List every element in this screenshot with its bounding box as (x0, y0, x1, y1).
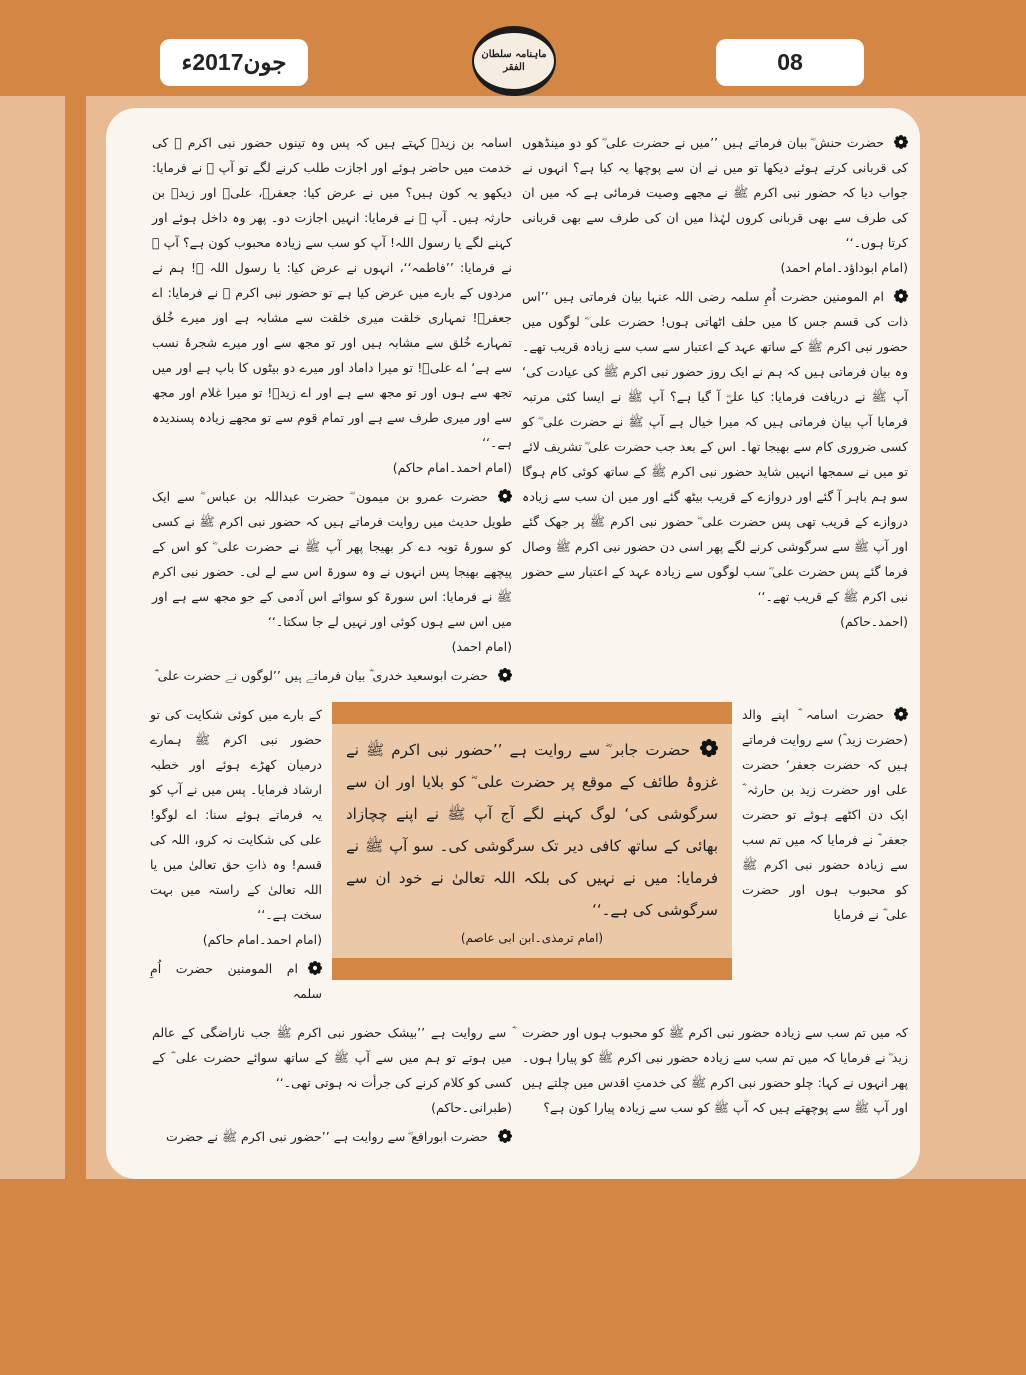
paragraph-text: حضرت اسامہ ؓ اپنے والد (حضرت زید ؓ) سے روایت فرماتے ہیں کہ حضرت جعفر‘ حضرت علی اور حضرت زید بن حارثہ ؓ ایک دن اکٹھے ہوئے تو حضرت جعفر ؓ نے فرمایا کہ میں تم سب سے زیادہ حضور نبی اکرم ﷺ کو محبوب ہوں اور حضرت علی ؓ نے فرمایا (742, 707, 908, 922)
middle-section (152, 702, 908, 1010)
paragraph (522, 284, 908, 634)
quote-body (332, 724, 732, 958)
citation: (امام احمد) (451, 639, 512, 654)
paragraph-text: حضرت عمرو بن میمون ؓ حضرت عبداللہ بن عباس ؓ سے ایک طویل حدیث میں روایت فرماتے ہیں کہ حضور نبی اکرم ﷺ نے کسی کو سورۂ توبہ دے کر بھیجا پھر آپ ﷺ نے حضرت علی ؓ کو اس کے پیچھے بھیجا پس انہوں نے وہ سورۃ اس سے لے لی۔ حضور نبی اکرم ﷺ نے فرمایا: اس سورۃ کو سوائے اس آدمی کے جو مجھ سے ہے اور میں اس سے ہوں کوئی اور نہیں لے جا سکتا۔‘‘ (152, 489, 512, 629)
paragraph (522, 130, 908, 280)
paragraph (152, 1124, 512, 1149)
flower-bullet-icon (894, 707, 908, 721)
paragraph-text: ام المومنین حضرت اُمِ سلمہ رضی اللہ عنہا بیان فرماتی ہیں ’’اس ذات کی قسم جس کا میں حلف اٹھاتی ہوں! حضرت علی ؓ لوگوں میں حضور نبی اکرم ﷺ کے ساتھ عہد کے اعتبار سے سب سے زیادہ قریب تھے۔ وہ بیان فرماتی ہیں کہ ہم نے ایک روز حضور نبی اکرم ﷺ کی عیادت کی‘ آپ ﷺ نے دریافت فرمایا: کیا علیؓ آ گیا ہے؟ آپ ﷺ نے ایسا کئی مرتبہ فرمایا آپ بیان فرماتی ہیں کہ میرا خیال ہے آپ ﷺ نے حضرت علی ؓ کو کسی ضروری کام سے بھیجا تھا۔ اس کے بعد جب حضرت علی ؓ تشریف لائے تو میں نے سمجھا انہیں شاید حضور نبی اکرم ﷺ کے ساتھ کوئی کام ہوگا سو ہم باہر آ گئے اور دروازے کے قریب بیٹھ گئے اور میں ان سب سے زیادہ دروازے کے قریب تھی پس حضرت علی ؓ حضور نبی اکرم ﷺ پر جھک گئے اور آپ ﷺ سے سرگوشی کرنے لگے پھر اسی دن حضور نبی اکرم ﷺ وصال فرما گئے پس حضرت علی ؓ سب لوگوں سے زیادہ عہد کے اعتبار سے حضور نبی اکرم ﷺ کے قریب تھے۔‘‘ (522, 289, 908, 604)
highlight-quote-box (332, 702, 732, 980)
column-bottom-right (522, 1020, 908, 1153)
quote-text: حضرت جابر ؓ سے روایت ہے ’’حضور نبی اکرم ﷺ نے غزوۂ طائف کے موقع پر حضرت علی ؓ کو بلایا اور ان سے سرگوشی کی‘ لوگ کہنے لگے آج آپ ﷺ نے اپنے چچازاد بھائی کے ساتھ کافی دیر تک سرگوشی کی۔ سو آپ ﷺ نے فرمایا: میں نے نہیں کی بلکہ اللہ تعالیٰ نے خود ان سے سرگوشی کی ہے۔‘‘ (346, 741, 718, 919)
paragraph-text: حضرت حنش ؓ بیان فرماتے ہیں ’’میں نے حضرت علی ؓ کو دو مینڈھوں کی قربانی کرتے ہوئے دیکھا تو میں نے ان سے پوچھا یہ کیا ہے؟ انہوں نے جواب دیا کہ حضور نبی اکرم ﷺ نے مجھے وصیت فرمائی ہے کہ میں ان کی طرف سے بھی قربانی کروں لہٰذا میں ان کی طرف سے بھی قربانی کرتا ہوں۔‘‘ (522, 135, 908, 250)
column-bottom-left (152, 1020, 512, 1153)
flower-bullet-icon (894, 289, 908, 303)
paragraph (152, 663, 512, 688)
top-section (152, 130, 908, 692)
quote-top-bar (332, 702, 732, 724)
column-narrow-left (150, 702, 322, 1010)
page-number-box (716, 39, 864, 86)
paragraph-text: ؓ سے روایت ہے ’’بیشک حضور نبی اکرم ﷺ جب ناراضگی کے عالم میں ہوتے تو ہم میں سے آپ ﷺ کے ساتھ سوائے حضرت علی ؓ کے کسی کو کلام کرنے کی جرأت نہ ہوتی تھی۔‘‘ (152, 1025, 512, 1090)
paragraph-text: ام المومنین حضرت اُمِ سلمہ (150, 961, 322, 1001)
flower-bullet-icon (894, 135, 908, 149)
paragraph (150, 956, 322, 1006)
paragraph (150, 702, 322, 952)
paragraph (152, 484, 512, 659)
column-left-top (152, 130, 512, 692)
paragraph (742, 702, 908, 927)
paragraph (152, 130, 512, 480)
paragraph-text: حضرت ابوسعید خدری ؓ بیان فرماتے ہیں ’’لوگوں نے حضرت علی ؓ (154, 668, 488, 683)
column-right-top (522, 130, 908, 692)
citation: (امام ابوداؤد۔امام احمد) (780, 260, 908, 275)
flower-bullet-icon (700, 739, 718, 757)
paragraph-text: اسامہ بن زیدؓ کہتے ہیں کہ پس وہ تینوں حضور نبی اکرم ﷺ کی خدمت میں حاضر ہوئے اور اجازت طلب کرنے لگے تو آپ ﷺ نے فرمایا: دیکھو یہ کون ہیں؟ میں نے عرض کیا: جعفرؓ، علیؓ اور زیدؓ بن حارثہ ہیں۔ آپ ﷺ نے فرمایا: انہیں اجازت دو۔ پھر وہ داخل ہوئے اور کہنے لگے یا رسول اللہ! آپ کو سب سے زیادہ محبوب کون ہے؟ آپ ﷺ نے فرمایا: ’’فاطمہ‘‘، انہوں نے عرض کیا: یا رسول اللہ ﷺ! ہم نے مردوں کے بارے میں عرض کیا ہے تو حضور نبی اکرم ﷺ نے فرمایا: اے جعفرؓ! تمہاری خلقت میری خلقت سے مشابہ ہے اور میرے خُلق تمہارے خُلق سے مشابہ ہیں اور تو مجھ سے اور میرے شجرۂ نسب سے ہے‘ اے علیؓ! تو میرا داماد اور میرے دو بیٹوں کا باپ ہے اور میں تجھ سے ہوں اور تو مجھ سے ہے اور اے زیدؓ! تو میرا غلام اور مجھ سے اور میری طرف سے ہے اور تمام قوم سے تو مجھے زیادہ پسندیدہ ہے۔‘‘ (152, 135, 512, 450)
quote-citation: (امام ترمذی۔ابن ابی عاصم) (460, 931, 604, 945)
page-vertical-bar (65, 96, 86, 1179)
flower-bullet-icon (498, 1129, 512, 1143)
content-card (106, 108, 920, 1179)
citation: (امام احمد۔امام حاکم) (392, 460, 512, 475)
issue-date-box (160, 39, 308, 86)
flower-bullet-icon (498, 489, 512, 503)
page-header (0, 0, 1026, 96)
citation: (امام احمد۔امام حاکم) (202, 932, 322, 947)
quote-bottom-bar (332, 958, 732, 980)
issue-date: جون2017ء (181, 49, 287, 75)
paragraph-text: کے بارے میں کوئی شکایت کی تو حضور نبی اکرم ﷺ ہمارے درمیان کھڑے ہوئے اور خطبہ ارشاد فرمایا۔ پس میں نے آپ کو یہ فرماتے ہوئے سنا: اے لوگو! علی کی شکایت نہ کرو، اللہ کی قسم! وہ ذاتِ حق تعالیٰ میں یا اللہ تعالیٰ کے راستہ میں بہت سخت ہے۔‘‘ (150, 707, 322, 922)
citation: (طبرانی۔حاکم) (431, 1100, 512, 1115)
bottom-section (152, 1020, 908, 1153)
page-background-band (0, 96, 1026, 1179)
paragraph-text: کہ میں تم سب سے زیادہ حضور نبی اکرم ﷺ کو محبوب ہوں اور حضرت زید ؓ نے فرمایا کہ میں تم سب سے زیادہ حضور نبی اکرم ﷺ کو پیارا ہوں۔ پھر انہوں نے کہا: چلو حضور نبی اکرم ﷺ کی خدمتِ اقدس میں چلتے ہیں اور آپ ﷺ سے پوچھتے ہیں کہ آپ ﷺ کو سب سے زیادہ پیارا کون ہے؟ (522, 1025, 908, 1115)
magazine-logo (472, 26, 556, 96)
citation: (احمد۔حاکم) (840, 614, 908, 629)
paragraph (152, 1020, 512, 1120)
paragraph-text: حضرت ابورافع ؓ سے روایت ہے ’’حضور نبی اکرم ﷺ نے حضرت (165, 1129, 488, 1144)
column-narrow-right (742, 702, 908, 931)
flower-bullet-icon (308, 961, 322, 975)
page-number: 08 (777, 49, 803, 75)
logo-text: ماہنامہ سلطان الفقر (474, 33, 554, 89)
flower-bullet-icon (498, 668, 512, 682)
paragraph (522, 1020, 908, 1120)
